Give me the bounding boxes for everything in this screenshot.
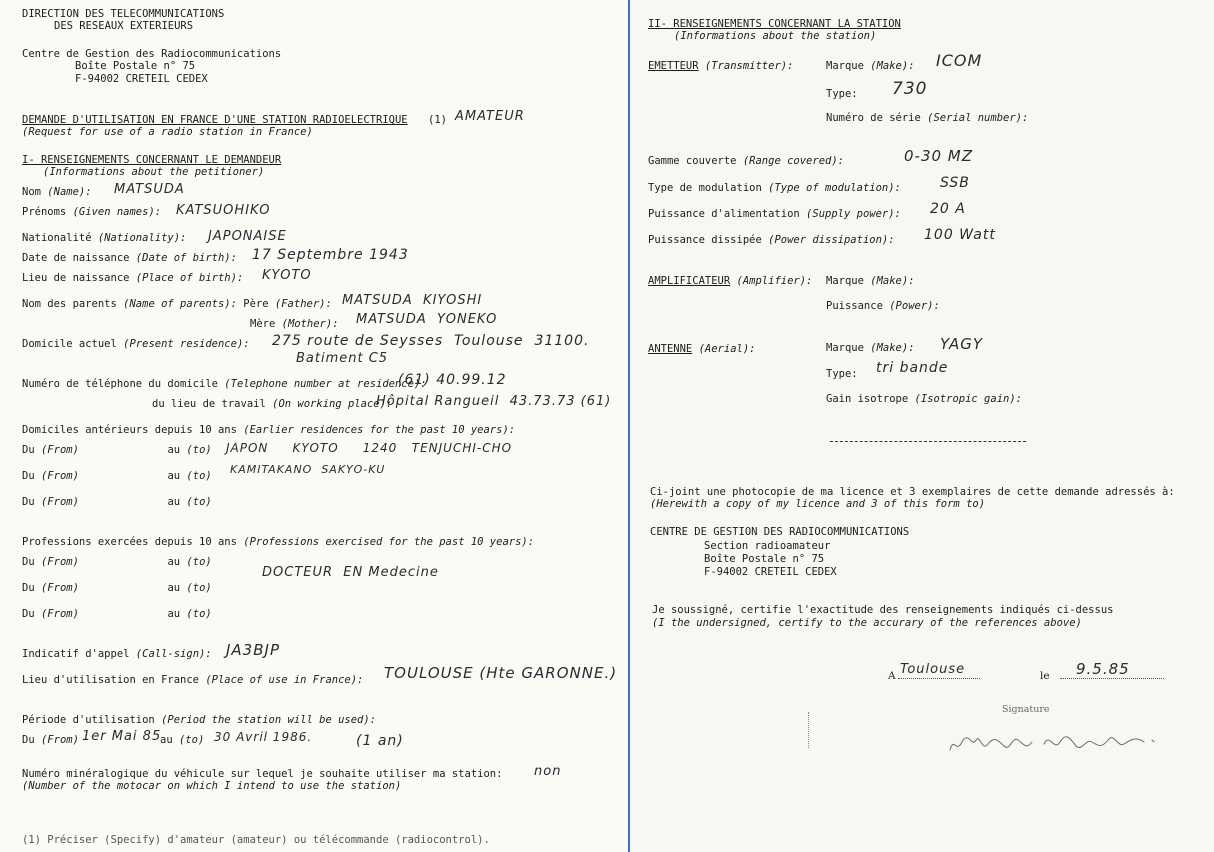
form-title: DEMANDE D'UTILISATION EN FRANCE D'UNE STATION RADIOELECTRIQUE — [22, 114, 408, 126]
emetteur-type-label: Type: — [826, 88, 858, 100]
header-bp: Boîte Postale n° 75 — [75, 60, 196, 72]
parents-label: Nom des parents (Name of parents): Père (Father): — [22, 298, 332, 310]
gamme-value: 0-30 MZ — [904, 147, 974, 165]
amplificateur-puissance-label: Puissance (Power): — [826, 300, 940, 312]
anterieurs-row1: Du (From) au (to) — [22, 444, 212, 456]
place-le-value: 9.5.85 — [1076, 660, 1130, 678]
anterieurs-value2: KAMITAKANO SAKYO-KU — [230, 463, 386, 476]
telephone-value: (61) 40.99.12 — [398, 372, 507, 388]
header-centre: Centre de Gestion des Radiocommunications — [22, 48, 282, 60]
emetteur-label: EMETTEUR (Transmitter): — [648, 60, 794, 72]
place-a-value: Toulouse — [900, 662, 966, 677]
dissipee-label: Puissance dissipée (Power dissipation): — [648, 234, 895, 246]
telephone-work-label: du lieu de travail (On working place): — [152, 398, 393, 410]
vehicule-label: Numéro minéralogique du véhicule sur lequel je souhaite utiliser ma station: — [22, 768, 503, 780]
emetteur-type-value: 730 — [892, 79, 928, 99]
periode-from-value: 1er Mai 85 — [82, 729, 162, 744]
section2-title: II- RENSEIGNEMENTS CONCERNANT LA STATION — [648, 18, 901, 30]
periode-label: Période d'utilisation (Period the station will be used): — [22, 714, 377, 726]
lieu-utilisation-label: Lieu d'utilisation en France (Place of use in France): — [22, 674, 364, 686]
professions-row2: Du (From) au (to) — [22, 582, 212, 594]
pere-value: MATSUDA KIYOSHI — [342, 293, 483, 308]
amplificateur-label: AMPLIFICATEUR (Amplifier): — [648, 275, 813, 287]
handwritten-signature — [946, 718, 1176, 762]
address-line1: CENTRE DE GESTION DES RADIOCOMMUNICATIONS — [650, 526, 910, 538]
vehicule-value: non — [534, 764, 562, 779]
form-title-ref: (1) — [428, 114, 447, 126]
alimentation-value: 20 A — [930, 201, 966, 217]
antenne-type-value: tri bande — [876, 360, 949, 376]
nationalite-value: JAPONAISE — [208, 229, 287, 244]
margin-mark — [808, 712, 810, 748]
modulation-label: Type de modulation (Type of modulation): — [648, 182, 901, 194]
right-page — [630, 0, 1214, 852]
professions-value: DOCTEUR EN Medecine — [262, 565, 439, 580]
mere-value: MATSUDA YONEKO — [356, 312, 498, 327]
antenne-type-label: Type: — [826, 368, 858, 380]
dissipee-value: 100 Watt — [924, 227, 996, 243]
anterieurs-row3: Du (From) au (to) — [22, 496, 212, 508]
header-line2: DES RESEAUX EXTERIEURS — [54, 20, 194, 32]
signature-label: Signature — [1002, 704, 1050, 715]
cijoint-fr: Ci-joint une photocopie de ma licence et 3 exemplaires de cette demande adressés à: — [650, 486, 1175, 498]
date-naissance-value: 17 Septembre 1943 — [252, 247, 409, 263]
certify-fr: Je soussigné, certifie l'exactitude des renseignements indiqués ci-dessus — [652, 604, 1114, 616]
anterieurs-row2: Du (From) au (to) — [22, 470, 212, 482]
lieu-utilisation-value: TOULOUSE (Hte GARONNE.) — [384, 664, 618, 682]
form-title-en: (Request for use of a radio station in France) — [22, 126, 313, 138]
footnote: (1) Préciser (Specify) d'amateur (amateur) ou télécommande (radiocontrol). — [22, 834, 490, 846]
telephone-label: Numéro de téléphone du domicile (Telephone number at residence): — [22, 378, 427, 390]
domicile-value2: Batiment C5 — [296, 351, 389, 366]
section2-subtitle: (Informations about the station) — [674, 30, 877, 42]
domicile-value1: 275 route de Seysses Toulouse 31100. — [272, 333, 590, 349]
lieu-naissance-label: Lieu de naissance (Place of birth): — [22, 272, 244, 284]
nom-label: Nom (Name): — [22, 186, 92, 198]
header-city: F-94002 CRETEIL CEDEX — [75, 73, 208, 85]
antenne-label: ANTENNE (Aerial): — [648, 343, 756, 355]
periode-note: (1 an) — [356, 733, 404, 749]
professions-row1: Du (From) au (to) — [22, 556, 212, 568]
nationalite-label: Nationalité (Nationality): — [22, 232, 187, 244]
antenne-marque-label: Marque (Make): — [826, 342, 915, 354]
lieu-naissance-value: KYOTO — [262, 268, 312, 283]
place-a-dots — [898, 678, 980, 679]
alimentation-label: Puissance d'alimentation (Supply power): — [648, 208, 901, 220]
prenoms-label: Prénoms (Given names): — [22, 206, 162, 218]
cijoint-en: (Herewith a copy of my licence and 3 of this form to) — [650, 498, 986, 510]
prenoms-value: KATSUOHIKO — [176, 203, 271, 218]
indicatif-label: Indicatif d'appel (Call-sign): — [22, 648, 212, 660]
professions-row3: Du (From) au (to) — [22, 608, 212, 620]
section1-title: I- RENSEIGNEMENTS CONCERNANT LE DEMANDEUR — [22, 154, 282, 166]
nom-value: MATSUDA — [114, 182, 185, 197]
place-le-dots — [1060, 678, 1164, 679]
antenne-marque-value: YAGY — [940, 335, 984, 353]
professions-label: Professions exercées depuis 10 ans (Professions exercised for the past 10 years): — [22, 536, 535, 548]
anterieurs-value1: JAPON KYOTO 1240 TENJUCHI-CHO — [226, 441, 513, 455]
domicile-label: Domicile actuel (Present residence): — [22, 338, 250, 350]
periode-to-label: au (to) — [160, 734, 205, 746]
indicatif-value: JA3BJP — [226, 641, 280, 659]
anterieurs-label: Domiciles antérieurs depuis 10 ans (Earlier residences for the past 10 years): — [22, 424, 516, 436]
date-naissance-label: Date de naissance (Date of birth): — [22, 252, 237, 264]
vehicule-en: (Number of the motocar on which I intend to use the station) — [22, 780, 402, 792]
emetteur-marque-value: ICOM — [936, 51, 983, 70]
telephone-work-value: Hôpital Rangueil 43.73.73 (61) — [376, 394, 612, 409]
gamme-label: Gamme couverte (Range covered): — [648, 155, 844, 167]
emetteur-serie-label: Numéro de série (Serial number): — [826, 112, 1029, 124]
section1-subtitle: (Informations about the petitioner) — [43, 166, 265, 178]
divider-line — [830, 441, 1026, 442]
mere-label: Mère (Mother): — [250, 318, 339, 330]
antenne-gain-label: Gain isotrope (Isotropic gain): — [826, 393, 1022, 405]
header-line1: DIRECTION DES TELECOMMUNICATIONS — [22, 8, 225, 20]
modulation-value: SSB — [940, 175, 970, 191]
certify-en: (I the undersigned, certify to the accurary of the references above) — [652, 617, 1082, 629]
address-line2: Section radioamateur — [704, 540, 831, 552]
amplificateur-marque-label: Marque (Make): — [826, 275, 915, 287]
periode-row: Du (From) — [22, 734, 79, 746]
periode-to-value: 30 Avril 1986. — [214, 730, 313, 744]
place-a-label: A — [888, 670, 896, 682]
place-le-label: le — [1040, 670, 1050, 682]
form-title-handwritten: AMATEUR — [455, 109, 525, 124]
emetteur-marque-label: Marque (Make): — [826, 60, 915, 72]
address-line4: F-94002 CRETEIL CEDEX — [704, 566, 837, 578]
address-line3: Boîte Postale n° 75 — [704, 553, 825, 565]
